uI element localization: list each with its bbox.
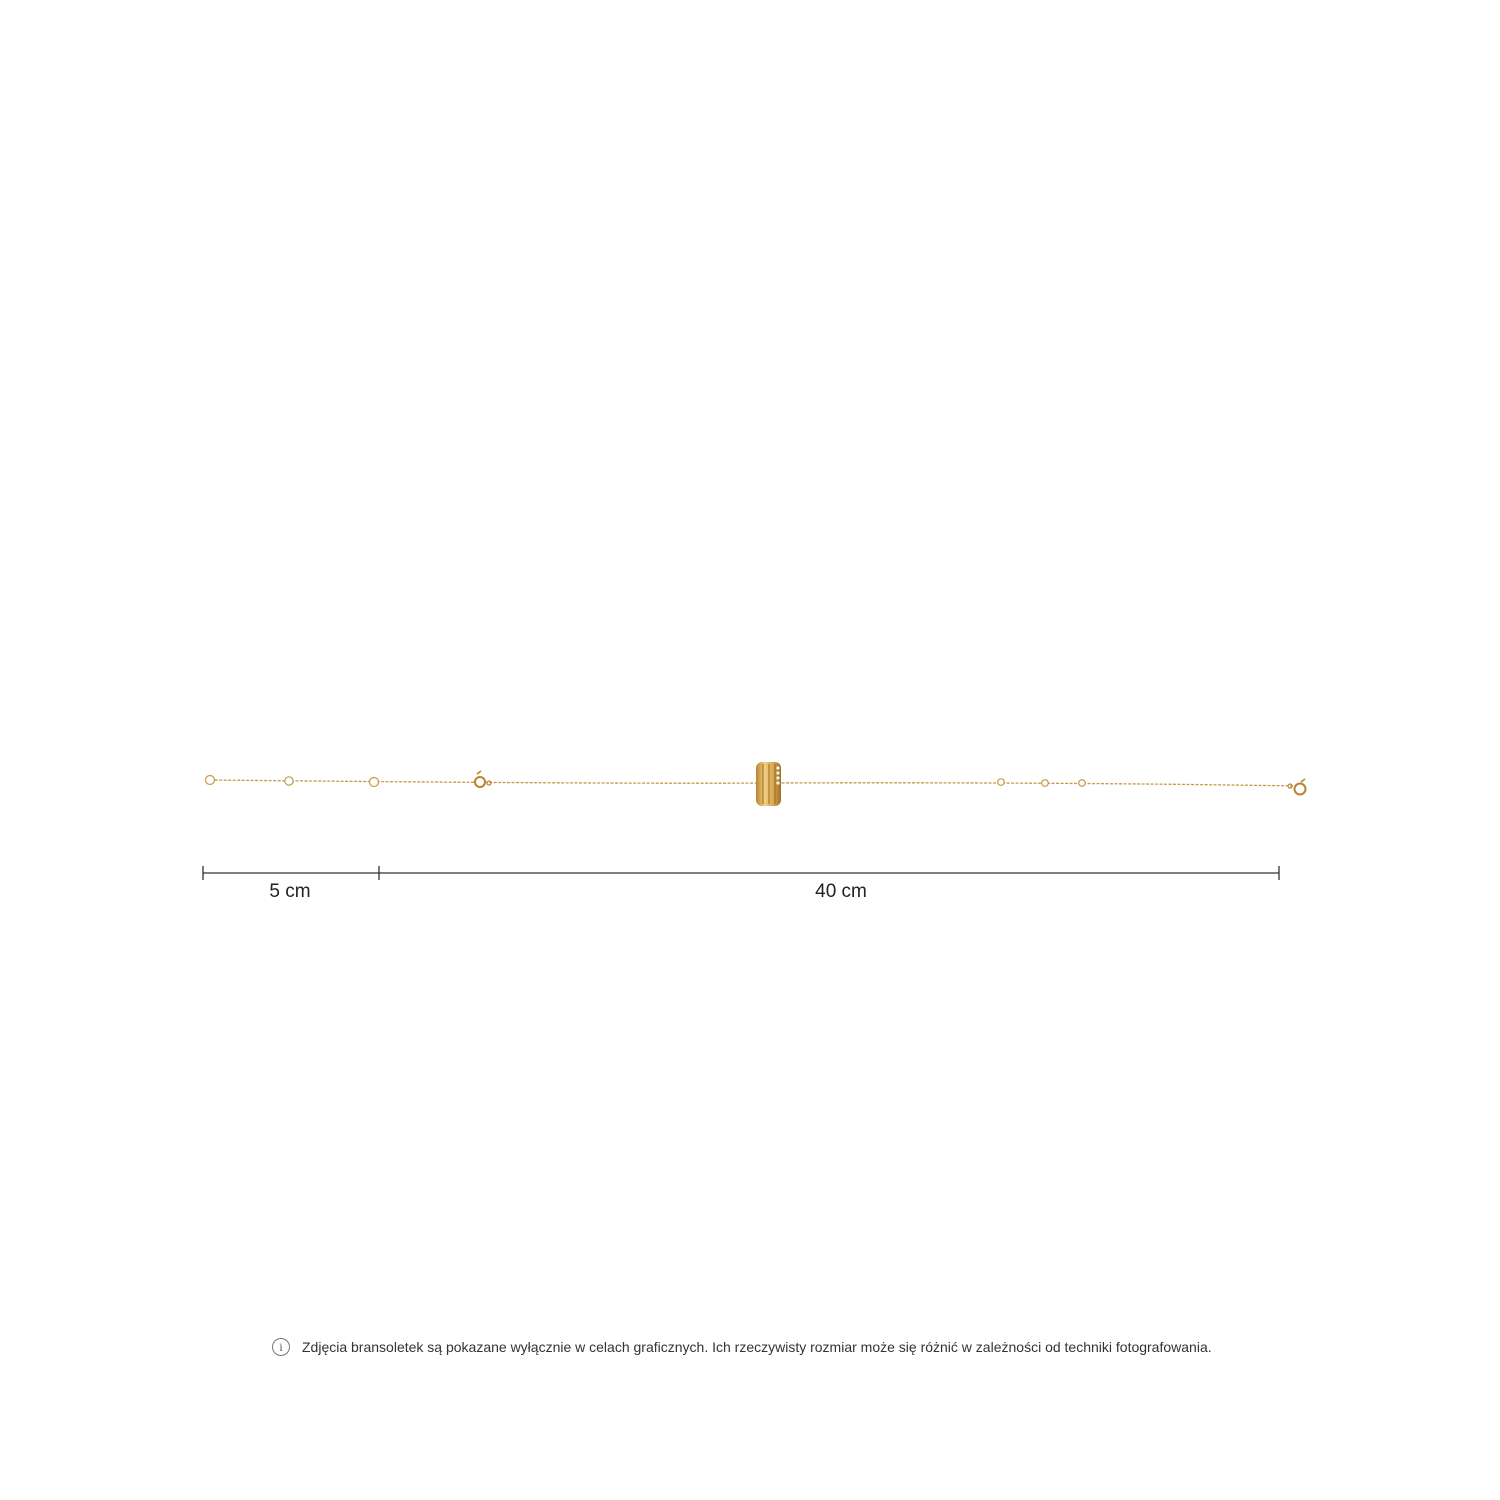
main-length-label: 40 cm [815, 881, 867, 902]
clasp-icon [475, 771, 491, 787]
extension-length-label: 5 cm [269, 881, 311, 902]
disclaimer-text: Zdjęcia bransoletek są pokazane wyłącznie w celach graficznych. Ich rzeczywisty rozmiar może się różnić w zależności od techniki fotografowania. [302, 1339, 1212, 1355]
charm-icon [756, 762, 781, 806]
chain-ring [1042, 780, 1049, 787]
extension-ring [285, 777, 293, 785]
chain-ring [1079, 780, 1086, 787]
chain-ring [998, 779, 1005, 786]
measurement-ruler [203, 866, 1279, 880]
clasp-icon [1288, 779, 1306, 795]
extension-ring [206, 776, 215, 785]
disclaimer [272, 1338, 1212, 1356]
extension-ring [370, 778, 379, 787]
info-icon: i [272, 1338, 290, 1356]
